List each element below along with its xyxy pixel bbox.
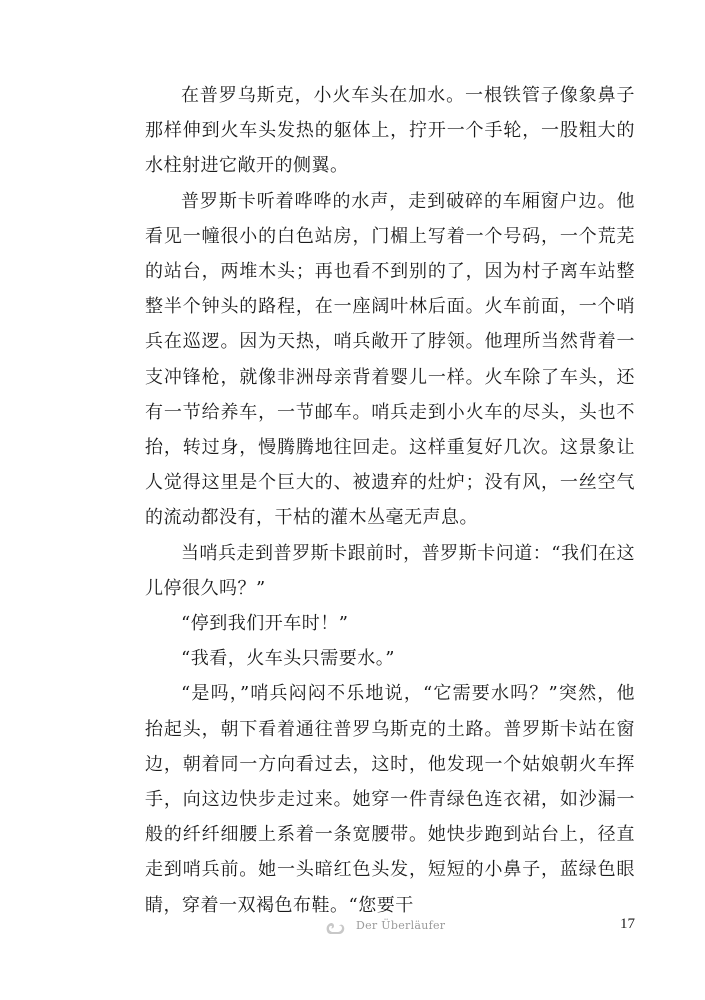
body-text (145, 78, 635, 923)
paragraph-5: “我看，火车头只需要水。” (181, 648, 395, 670)
paragraph-6: “是吗，”哨兵闷闷不乐地说，“它需要水吗？”突然，他抬起头，朝下看着通往普罗乌斯克的土路。普罗斯卡站在窗边，朝着同一方向看过去，这时，他发现一个姑娘朝火车挥手，向这边快步走过来。她穿一件青绿色连衣裙，如沙漏一般的纤纤细腰上系着一条宽腰带。她快步跑到站台上，径直走到哨兵前。她一头暗红色头发，短短的小鼻子，蓝绿色眼睛，穿着一双褐色布鞋。“您要干 (145, 683, 635, 916)
squirrel-logo-icon (324, 918, 346, 936)
page-footer (0, 915, 705, 939)
paragraph-2: 普罗斯卡听着哗哗的水声，走到破碎的车厢窗户边。他看见一幢很小的白色站房，门楣上写着一个号码，一个荒芜的站台，两堆木头；再也看不到别的了，因为村子离车站整整半个钟头的路程，在一座阔叶林后面。火车前面，一个哨兵在巡逻。因为天热，哨兵敞开了脖领。他理所当然背着一支冲锋枪，就像非洲母亲背着婴儿一样。火车除了车头，还有一节给养车，一节邮车。哨兵走到小火车的尽头，头也不抬，转过身，慢腾腾地往回走。这样重复好几次。这景象让人觉得这里是个巨大的、被遗弃的灶炉；没有风，一丝空气的流动都没有，干枯的灌木丛毫无声息。 (145, 190, 635, 529)
paragraph-3: 当哨兵走到普罗斯卡跟前时，普罗斯卡问道：“我们在这儿停很久吗？” (145, 542, 635, 599)
paragraph-1: 在普罗乌斯克，小火车头在加水。一根铁管子像象鼻子那样伸到火车头发热的躯体上，拧开一个手轮，一股粗大的水柱射进它敞开的侧翼。 (145, 85, 635, 177)
page-number: 17 (620, 916, 635, 932)
paragraph-4: “停到我们开车时！” (181, 613, 349, 635)
book-title: Der Überläufer (356, 919, 446, 932)
